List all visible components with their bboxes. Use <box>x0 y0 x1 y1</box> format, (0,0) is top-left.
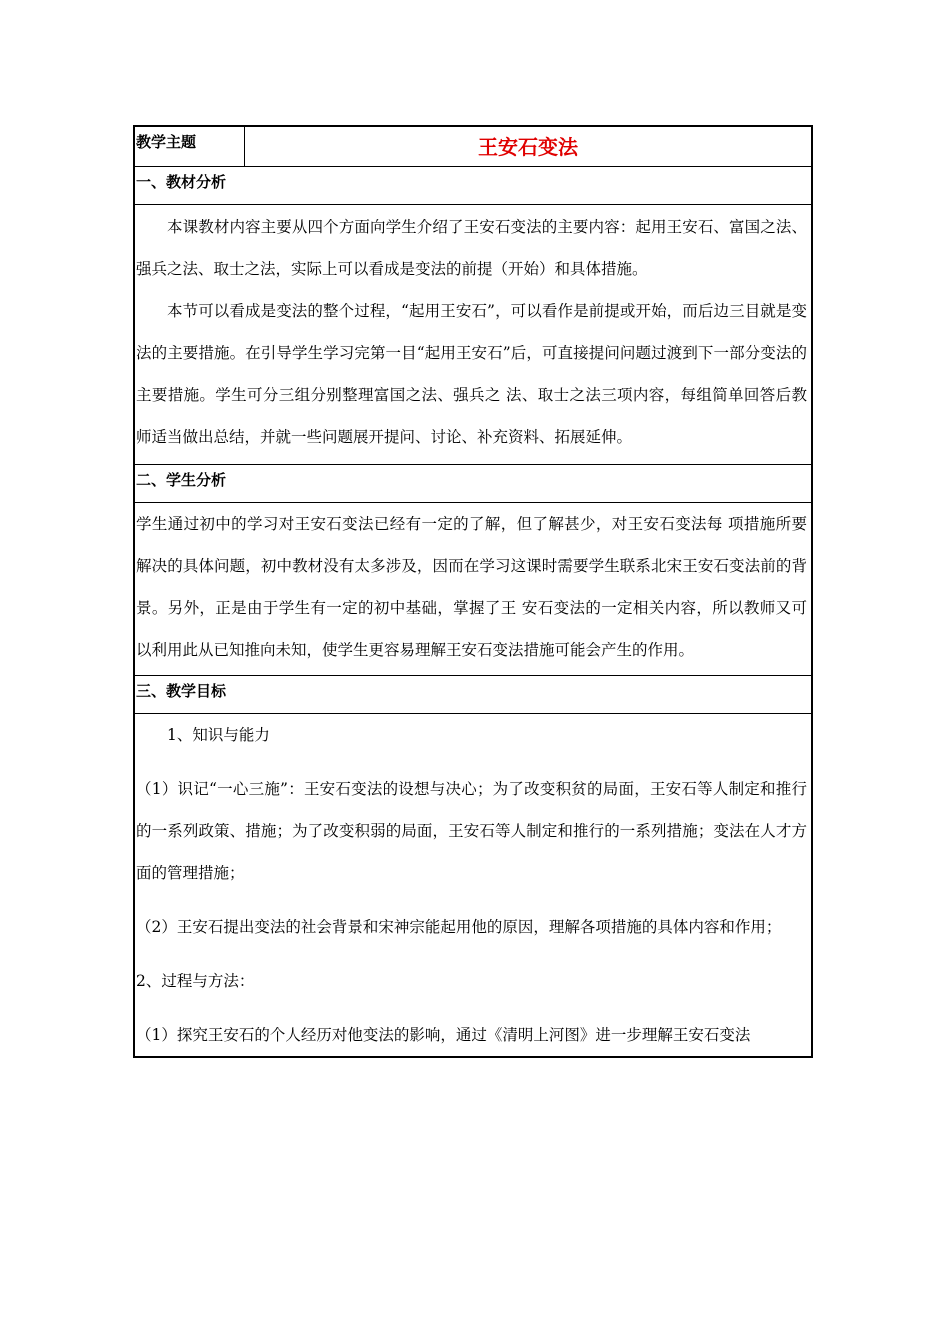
student-analysis-cell <box>135 503 811 676</box>
goal-item: （1）探究王安石的个人经历对他变法的影响，通过《清明上河图》进一步理解王安石变法 <box>136 1026 751 1044</box>
goal-subheading-process: 2、过程与方法： <box>136 972 255 990</box>
section-heading-textbook-analysis: 一、教材分析 <box>135 167 811 205</box>
teaching-goals-cell <box>135 714 811 1056</box>
analysis-paragraph: 本课教材内容主要从四个方面向学生介绍了王安石变法的主要内容：起用王安石、富国之法、强兵之法、取士之法，实际上可以看成是变法的前提（开始）和具体措施。 <box>136 218 807 278</box>
textbook-analysis-cell <box>135 205 811 465</box>
topic-label: 教学主题 <box>135 127 245 166</box>
lesson-title: 王安石变法 <box>478 135 578 159</box>
goal-subheading-knowledge: 1、知识与能力 <box>167 726 270 744</box>
analysis-paragraph: 本节可以看成是变法的整个过程，“起用王安石”，可以看作是前提或开始，而后边三目就是变法的主要措施。在引导学生学习完第一目“起用王安石”后，可直接提问问题过渡到下一部分变法的主要措施。学生可分三组分别整理富国之法、强兵之 法、取士之法三项内容，每组简单回答后教师适当做出总结，并就一些问题展开提问、讨论、补充资料、拓展延伸。 <box>136 302 807 446</box>
goal-item: （1）识记“一心三施”：王安石变法的设想与决心；为了改变积贫的局面，王安石等人制定和推行的一系列政策、措施；为了改变积弱的局面，王安石等人制定和推行的一系列措施；变法在人才方面的管理措施； <box>136 780 807 882</box>
section-heading-student-analysis: 二、学生分析 <box>135 465 811 503</box>
title-row <box>135 127 811 167</box>
section-heading-teaching-goals: 三、教学目标 <box>135 676 811 714</box>
goal-item: （2）王安石提出变法的社会背景和宋神宗能起用他的原因，理解各项措施的具体内容和作用； <box>136 918 782 936</box>
lesson-plan-table <box>133 125 813 1058</box>
student-analysis-paragraph: 学生通过初中的学习对王安石变法已经有一定的了解，但了解甚少，对王安石变法每 项措施所要解决的具体问题，初中教材没有太多涉及，因而在学习这课时需要学生联系北宋王安石变法前的背景。另外，正是由于学生有一定的初中基础，掌握了王 安石变法的一定相关内容，所以教师又可以利用此从已知推向未知，使学生更容易理解王安石变法措施可能会产生的作用。 <box>136 515 807 659</box>
